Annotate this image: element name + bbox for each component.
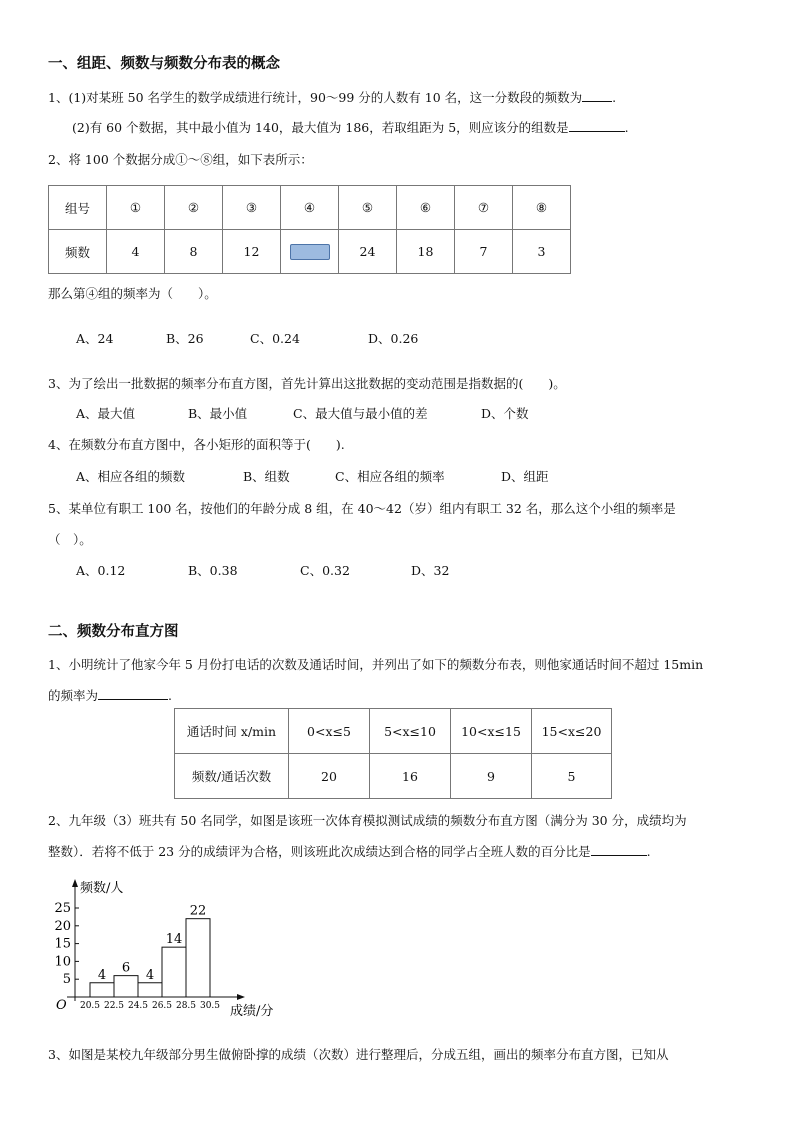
table-cell: ①: [107, 186, 165, 230]
bar-value-label: 4: [97, 967, 107, 983]
table-row: [175, 754, 612, 799]
option-c[interactable]: C、最大值与最小值的差: [293, 406, 428, 421]
table-header-cell: 频数/通话次数: [175, 754, 289, 799]
option-a[interactable]: A、0.12: [76, 563, 126, 578]
option-d[interactable]: D、0.26: [368, 331, 419, 346]
table-cell: 16: [370, 754, 451, 799]
y-tick-label: 5: [62, 972, 71, 988]
table-row: [175, 709, 612, 754]
answer-blank[interactable]: [591, 843, 647, 856]
y-tick-label: 15: [54, 936, 71, 952]
option-d[interactable]: D、组距: [501, 469, 549, 484]
question-4: 4、在频数分布直方图中，各小矩形的面积等于( ).: [48, 437, 345, 452]
s2-question-3: 3、如图是某校九年级部分男生做俯卧撑的成绩（次数）进行整理后，分成五组，画出的频率分布直方图，已知从: [48, 1047, 669, 1062]
table-row: [49, 186, 571, 230]
table-cell: ⑥: [397, 186, 455, 230]
origin-label: O: [56, 998, 67, 1013]
table-cell: 20: [289, 754, 370, 799]
table-cell: 18: [397, 230, 455, 274]
answer-blank[interactable]: [582, 89, 612, 102]
option-c[interactable]: C、0.24: [250, 331, 300, 346]
bar-value-label: 14: [165, 932, 183, 948]
histogram-bar: [114, 976, 138, 997]
x-axis-arrow: [237, 994, 245, 1000]
table-cell: [281, 230, 339, 274]
option-b[interactable]: B、26: [166, 331, 204, 346]
s2-question-1: 1、小明统计了他家今年 5 月份打电话的次数及通话时间，并列出了如下的频数分布表，则他家通话时间不超过 15min: [48, 657, 704, 672]
table-cell: ④: [281, 186, 339, 230]
option-a[interactable]: A、相应各组的频数: [76, 469, 186, 484]
option-a[interactable]: A、最大值: [76, 406, 136, 421]
answer-blank[interactable]: [569, 119, 625, 132]
section1-title: 一、组距、频数与频数分布表的概念: [48, 56, 280, 72]
table-header-cell: 组号: [49, 186, 107, 230]
table-cell: 12: [223, 230, 281, 274]
x-tick-label: 30.5: [199, 1001, 221, 1011]
question-5-paren: （ ）。: [48, 532, 92, 547]
option-b[interactable]: B、0.38: [188, 563, 238, 578]
y-tick-label: 20: [54, 918, 71, 934]
table-cell: ⑤: [339, 186, 397, 230]
x-tick-label: 20.5: [79, 1001, 101, 1011]
option-a[interactable]: A、24: [76, 331, 114, 346]
question-2: 2、将 100 个数据分成①～⑧组，如下表所示：: [48, 152, 313, 167]
s2-question-2-cont: 整数）．若将不低于 23 分的成绩评为合格，则该班此次成绩达到合格的同学占全班人数的百分比是 .: [48, 844, 651, 859]
table-cell: ③: [223, 186, 281, 230]
x-tick-label: 28.5: [175, 1001, 197, 1011]
option-b[interactable]: B、组数: [243, 469, 290, 484]
table-row: [49, 230, 571, 274]
question-2-ask: 那么第④组的频率为（ ）。: [48, 286, 217, 301]
y-axis-label: 频数/人: [80, 881, 124, 896]
table-cell: 5: [532, 754, 612, 799]
s2-question-2: 2、九年级（3）班共有 50 名同学，如图是该班一次体育模拟测试成绩的频数分布直方图（满分为 30 分，成绩均为: [48, 813, 687, 828]
score-histogram: [40, 872, 340, 1022]
group-frequency-table: [48, 185, 571, 274]
option-d[interactable]: D、个数: [481, 406, 529, 421]
table-cell: 3: [513, 230, 571, 274]
section2-title: 二、频数分布直方图: [48, 624, 179, 640]
y-axis-arrow: [72, 879, 78, 887]
table-cell: 8: [165, 230, 223, 274]
table-cell: ⑧: [513, 186, 571, 230]
histogram-bar: [138, 983, 162, 997]
histogram-bar: [90, 983, 114, 997]
option-d[interactable]: D、32: [411, 563, 450, 578]
s2-question-1-cont: 的频率为 .: [48, 688, 172, 703]
table-cell: 4: [107, 230, 165, 274]
y-tick-label: 25: [54, 901, 71, 916]
option-c[interactable]: C、相应各组的频率: [335, 469, 445, 484]
y-tick-label: 10: [54, 954, 71, 970]
table-header-cell: 10<x≤15: [451, 709, 532, 754]
x-axis-label: 成绩/分: [230, 1004, 274, 1019]
option-c[interactable]: C、0.32: [300, 563, 350, 578]
question-3: 3、为了绘出一批数据的频率分布直方图，首先计算出这批数据的变动范围是指数据的( )。: [48, 376, 566, 391]
table-cell: ⑦: [455, 186, 513, 230]
histogram-bar: [162, 947, 186, 997]
question-1a: 1、(1)对某班 50 名学生的数学成绩进行统计，90～99 分的人数有 10 名，这一分数段的频数为 .: [48, 90, 617, 105]
table-cell: 24: [339, 230, 397, 274]
bar-value-label: 22: [189, 903, 207, 919]
table-header-cell: 5<x≤10: [370, 709, 451, 754]
table-header-cell: 频数: [49, 230, 107, 274]
question-1b: (2)有 60 个数据，其中最小值为 140，最大值为 186，若取组距为 5，则应该分的组数是 .: [72, 120, 629, 135]
bar-value-label: 4: [145, 967, 155, 983]
x-tick-label: 22.5: [103, 1001, 125, 1011]
option-b[interactable]: B、最小值: [188, 406, 248, 421]
answer-blank[interactable]: [98, 687, 168, 700]
table-cell: 7: [455, 230, 513, 274]
bar-value-label: 6: [121, 960, 131, 976]
histogram-bar: [186, 919, 210, 997]
table-cell: ②: [165, 186, 223, 230]
hidden-value-box: [290, 244, 330, 260]
table-header-cell: 通话时间 x/min: [175, 709, 289, 754]
x-tick-label: 24.5: [127, 1001, 149, 1011]
table-header-cell: 0<x≤5: [289, 709, 370, 754]
call-time-table: [174, 708, 612, 799]
x-tick-label: 26.5: [151, 1001, 173, 1011]
question-5: 5、某单位有职工 100 名，按他们的年龄分成 8 组，在 40～42（岁）组内有职工 32 名，那么这个小组的频率是: [48, 501, 676, 516]
table-header-cell: 15<x≤20: [532, 709, 612, 754]
table-cell: 9: [451, 754, 532, 799]
